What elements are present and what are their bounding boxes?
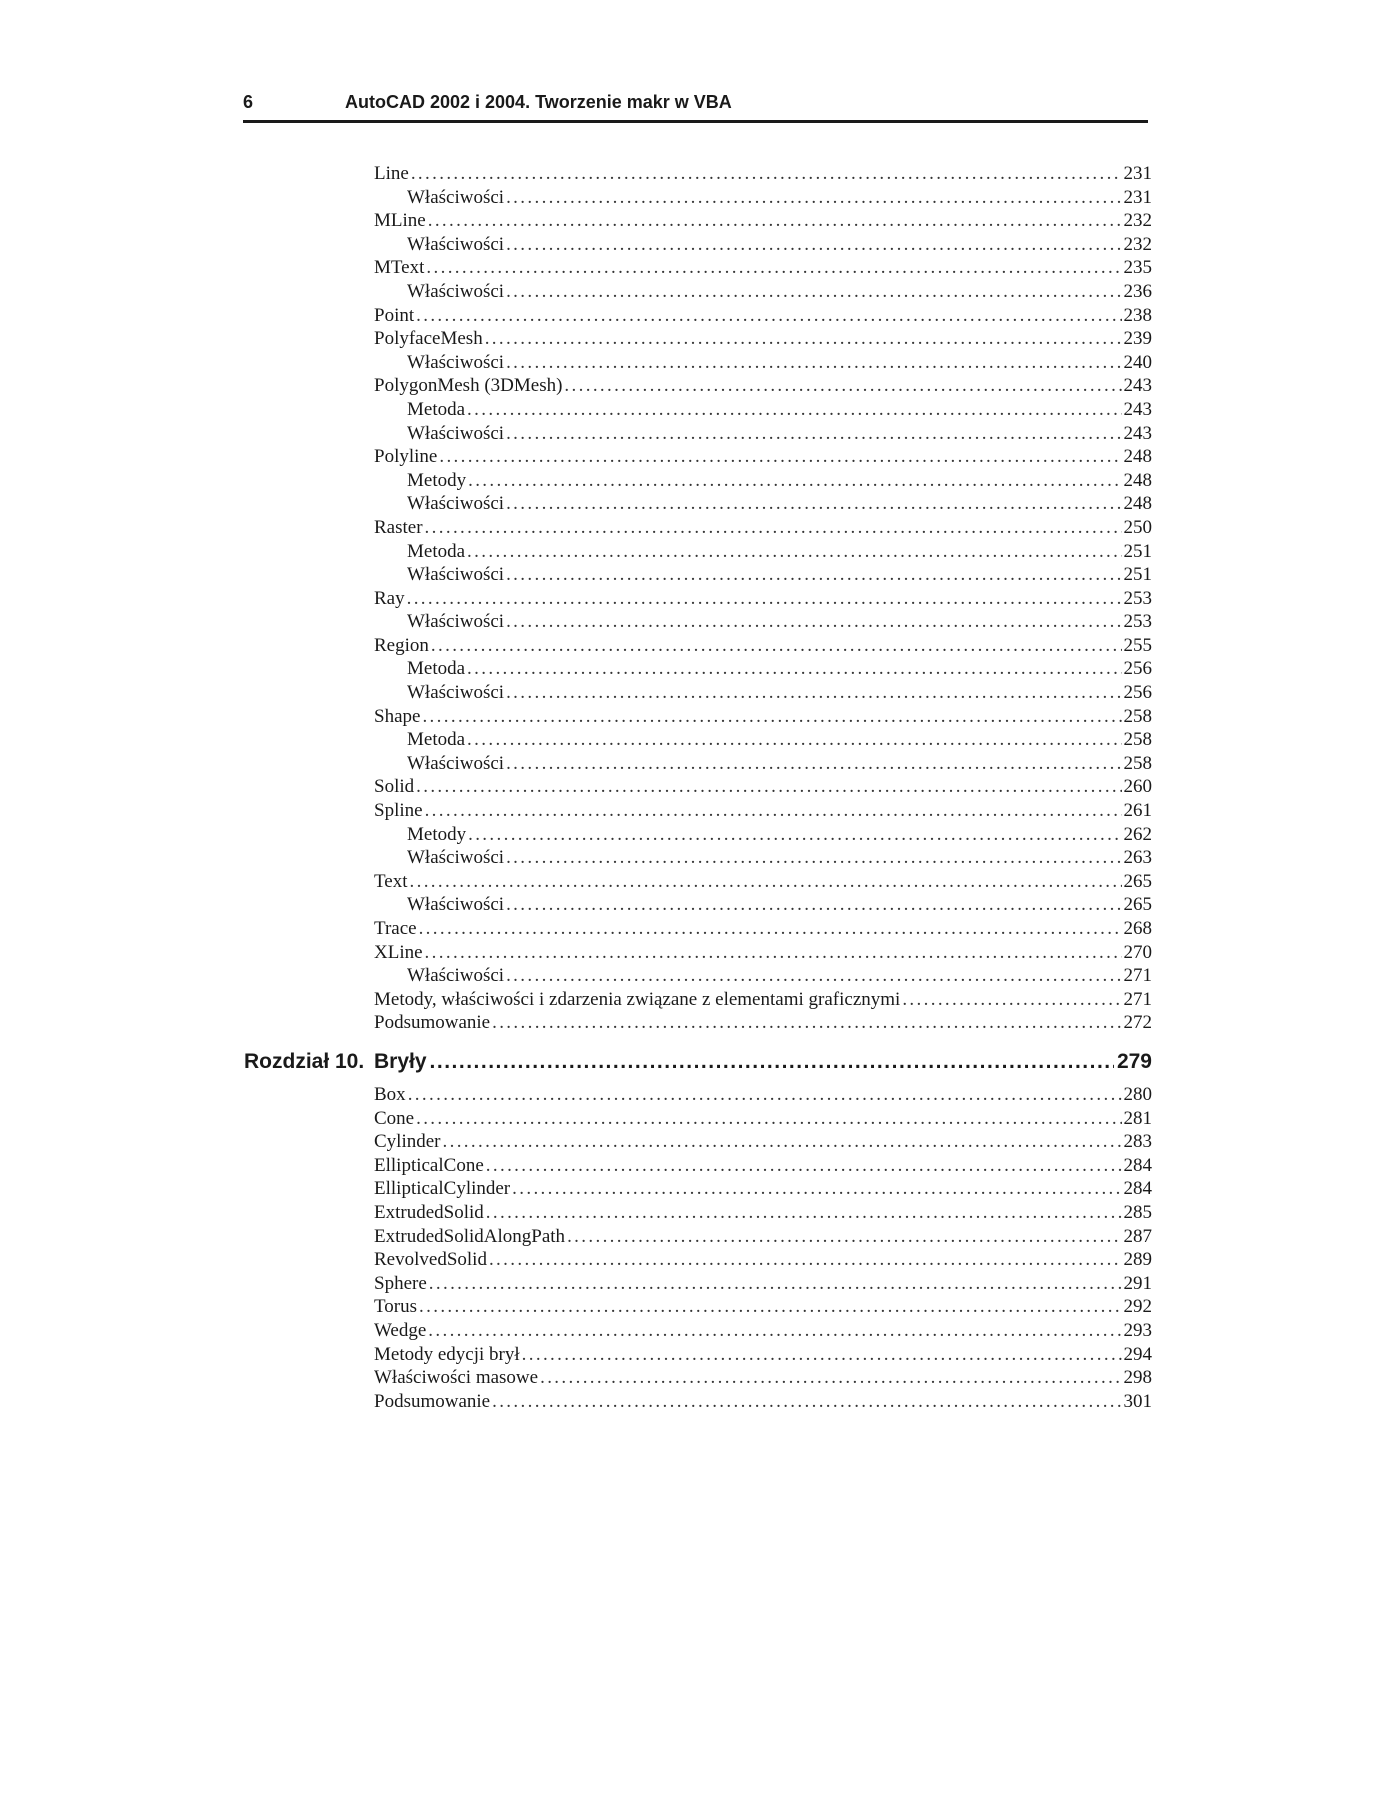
toc-entry [0,280,1400,304]
toc-entry-label: Właściwości [407,186,505,208]
toc-entry-page: 262 [1123,823,1152,845]
toc-entry-page: 248 [1123,493,1152,515]
toc-entry-label: Line [374,163,409,184]
toc-entry-label: EllipticalCone [374,1154,484,1176]
dot-leader [540,1366,1121,1390]
toc-entry-page: 248 [1123,469,1152,491]
toc-entry [0,351,1400,375]
toc-entry-label: Point [374,304,415,326]
toc-entry-page: 280 [1123,1083,1152,1105]
toc-entry-label: Właściwości [407,564,505,586]
dot-leader [506,186,1121,210]
toc-entry-page: 243 [1123,422,1152,444]
dot-leader [492,1390,1121,1414]
toc-entry-page: 235 [1123,257,1152,279]
toc-entry-label: Trace [374,918,417,939]
toc-entry [0,1130,1400,1154]
toc-entry [0,587,1400,611]
dot-leader [428,1319,1121,1343]
toc-entry [0,988,1400,1012]
toc-section-chapter-9 [0,162,1400,1035]
toc-entry-page: 231 [1123,186,1152,208]
dot-leader [410,870,1122,894]
dot-leader [468,823,1121,847]
dot-leader [522,1343,1122,1367]
toc-entry-label: Właściwości [407,280,505,302]
dot-leader [468,469,1121,493]
toc-entry-page: 271 [1123,988,1152,1010]
toc-entry-page: 268 [1123,918,1152,939]
dot-leader [419,917,1122,941]
toc-entry-page: 260 [1123,776,1152,798]
toc-entry [0,374,1400,398]
toc-entry [0,186,1400,210]
toc-entry-label: Właściwości [407,965,505,987]
dot-leader [425,941,1122,965]
toc-entry-label: Metoda [407,658,466,680]
toc-entry-page: 298 [1123,1367,1152,1389]
toc-entry [0,445,1400,469]
toc-entry [0,893,1400,917]
toc-entry [0,846,1400,870]
toc-entry-page: 240 [1123,351,1152,373]
toc-entry-page: 292 [1123,1296,1152,1318]
dot-leader [411,162,1122,186]
toc-entry [0,634,1400,658]
toc-entry-page: 285 [1123,1201,1152,1223]
chapter-heading [0,1041,1400,1083]
toc-entry-label: Raster [374,516,423,538]
dot-leader [489,1248,1122,1272]
page-number: 6 [243,92,254,112]
dot-leader [564,374,1121,398]
toc-entry-page: 271 [1123,965,1152,987]
toc-entry-label: Solid [374,776,415,798]
toc-entry-page: 284 [1123,1178,1152,1200]
dot-leader [407,587,1122,611]
dot-leader [419,1295,1121,1319]
chapter-title: Bryły [374,1049,427,1073]
dot-leader [443,1130,1122,1154]
dot-leader [408,1083,1122,1107]
toc-entry-page: 231 [1123,163,1152,184]
toc-entry [0,1248,1400,1272]
toc-entry-label: MText [374,257,425,279]
toc-entry-label: Metody [407,823,467,845]
dot-leader [506,563,1121,587]
toc-entry-label: Właściwości [407,752,505,774]
dot-leader [486,1154,1122,1178]
toc-entry-page: 265 [1123,870,1152,892]
toc-entry [0,516,1400,540]
toc-entry [0,657,1400,681]
toc-entry [0,1083,1400,1107]
toc-entry-label: Cone [374,1107,415,1129]
toc-entry-label: XLine [374,941,423,963]
toc-entry-page: 284 [1123,1154,1152,1176]
toc-entry [0,492,1400,516]
toc-entry-label: Właściwości [407,422,505,444]
dot-leader [485,327,1122,351]
dot-leader [430,1050,1114,1074]
dot-leader [567,1225,1121,1249]
toc-entry-page: 301 [1123,1390,1152,1412]
toc-entry-label: Metoda [407,540,466,562]
dot-leader [426,256,1121,280]
toc-entry-label: Polyline [374,446,438,468]
toc-entry [0,917,1400,941]
toc-entry [0,469,1400,493]
toc-entry-page: 289 [1123,1249,1152,1271]
toc-entry-label: Cylinder [374,1131,441,1153]
toc-entry-page: 294 [1123,1343,1152,1365]
toc-entry-page: 261 [1123,800,1152,822]
toc-entry-label: Właściwości [407,847,505,869]
toc-entry [0,705,1400,729]
toc-entry [0,209,1400,233]
toc-entry [0,775,1400,799]
toc-entry-page: 250 [1123,516,1152,538]
toc-entry [0,563,1400,587]
dot-leader [506,846,1121,870]
toc-entry-label: RevolvedSolid [374,1249,487,1271]
toc-entry [0,610,1400,634]
toc-entry-page: 255 [1123,634,1152,656]
toc-entry [0,233,1400,257]
toc-entry [0,964,1400,988]
toc-entry-label: Właściwości masowe [374,1367,539,1389]
dot-leader [425,799,1122,823]
toc-entry-page: 251 [1123,564,1152,586]
dot-leader [506,351,1121,375]
toc-entry-label: Region [374,634,429,656]
toc-entry [0,1225,1400,1249]
toc-entry-label: ExtrudedSolid [374,1201,484,1223]
toc-entry [0,1107,1400,1131]
dot-leader [467,540,1121,564]
toc-entry [0,728,1400,752]
toc-entry-label: Torus [374,1296,418,1318]
dot-leader [506,233,1121,257]
toc-entry [0,304,1400,328]
dot-leader [439,445,1121,469]
toc-entry-page: 236 [1123,280,1152,302]
dot-leader [506,752,1121,776]
toc-entry [0,1295,1400,1319]
toc-entry-label: Wedge [374,1319,427,1341]
toc-entry-page: 251 [1123,540,1152,562]
toc-entry-label: ExtrudedSolidAlongPath [374,1225,566,1247]
toc-entry-label: EllipticalCylinder [374,1178,511,1200]
toc-entry-page: 238 [1123,304,1152,326]
toc-entry-page: 265 [1123,894,1152,916]
toc-entry-label: Ray [374,587,405,609]
table-of-contents [0,162,1400,1413]
toc-entry-label: Podsumowanie [374,1390,491,1412]
toc-entry-label: Podsumowanie [374,1012,491,1034]
toc-entry-label: Właściwości [407,351,505,373]
toc-entry-label: Właściwości [407,611,505,633]
dot-leader [492,1011,1121,1035]
dot-leader [506,492,1121,516]
toc-entry [0,823,1400,847]
dot-leader [486,1201,1122,1225]
toc-entry [0,162,1400,186]
toc-entry [0,752,1400,776]
toc-entry [0,1319,1400,1343]
toc-entry [0,1390,1400,1414]
toc-entry-page: 253 [1123,587,1152,609]
toc-entry-page: 243 [1123,398,1152,420]
dot-leader [506,681,1121,705]
toc-entry-label: Text [374,870,408,892]
dot-leader [902,988,1121,1012]
dot-leader [431,634,1122,658]
toc-entry-label: Właściwości [407,894,505,916]
dot-leader [506,280,1121,304]
dot-leader [506,964,1121,988]
toc-entry [0,681,1400,705]
toc-entry-label: Sphere [374,1272,427,1294]
chapter-page-number: 279 [1116,1049,1152,1073]
dot-leader [467,398,1121,422]
dot-leader [467,728,1121,752]
dot-leader [416,304,1121,328]
toc-entry-page: 291 [1123,1272,1152,1294]
dot-leader [506,893,1121,917]
toc-entry-page: 243 [1123,375,1152,397]
toc-entry-label: Box [374,1083,406,1105]
toc-entry [0,1011,1400,1035]
toc-entry-label: Właściwości [407,233,505,255]
toc-entry-page: 283 [1123,1131,1152,1153]
dot-leader [428,209,1122,233]
dot-leader [429,1272,1122,1296]
toc-entry-page: 258 [1123,752,1152,774]
toc-entry-label: Metody [407,469,467,491]
toc-entry-page: 287 [1123,1225,1152,1247]
dot-leader [506,610,1121,634]
toc-entry [0,540,1400,564]
toc-entry-page: 272 [1123,1012,1152,1034]
toc-entry-label: Metoda [407,398,466,420]
toc-entry [0,1343,1400,1367]
dot-leader [425,516,1122,540]
dot-leader [416,1107,1121,1131]
toc-entry-page: 256 [1123,682,1152,704]
dot-leader [512,1177,1121,1201]
toc-entry-page: 258 [1123,729,1152,751]
toc-entry [0,327,1400,351]
toc-entry [0,870,1400,894]
toc-entry-label: MLine [374,210,426,232]
toc-entry-label: Właściwości [407,682,505,704]
toc-entry-label: PolygonMesh (3DMesh) [374,375,563,397]
toc-entry-label: Metody, właściwości i zdarzenia związane z elementami graficznymi [374,988,901,1010]
toc-entry-label: PolyfaceMesh [374,328,483,350]
running-header [243,90,1148,123]
book-title: AutoCAD 2002 i 2004. Tworzenie makr w VBA [345,92,732,112]
toc-entry [0,941,1400,965]
toc-entry-page: 293 [1123,1319,1152,1341]
toc-entry-page: 253 [1123,611,1152,633]
toc-section-chapter-10 [0,1083,1400,1413]
toc-entry-page: 248 [1123,446,1152,468]
toc-entry [0,1366,1400,1390]
toc-entry-page: 239 [1123,328,1152,350]
toc-entry-page: 232 [1123,210,1152,232]
toc-entry-label: Metoda [407,729,466,751]
chapter-number: Rozdział 10. [244,1049,365,1073]
toc-entry [0,799,1400,823]
toc-entry-page: 258 [1123,705,1152,727]
toc-entry [0,1177,1400,1201]
toc-entry-page: 270 [1123,941,1152,963]
toc-entry [0,422,1400,446]
toc-entry [0,1201,1400,1225]
toc-entry-label: Shape [374,705,421,727]
toc-entry-label: Metody edycji brył [374,1343,520,1365]
toc-entry-page: 281 [1123,1107,1152,1129]
toc-entry [0,256,1400,280]
toc-entry [0,1272,1400,1296]
dot-leader [422,705,1121,729]
dot-leader [506,422,1121,446]
toc-entry-label: Właściwości [407,493,505,515]
toc-entry-page: 232 [1123,233,1152,255]
toc-entry [0,398,1400,422]
dot-leader [467,657,1121,681]
toc-entry-page: 256 [1123,658,1152,680]
toc-entry [0,1154,1400,1178]
toc-entry-label: Spline [374,800,423,822]
dot-leader [416,775,1121,799]
toc-entry-page: 263 [1123,847,1152,869]
